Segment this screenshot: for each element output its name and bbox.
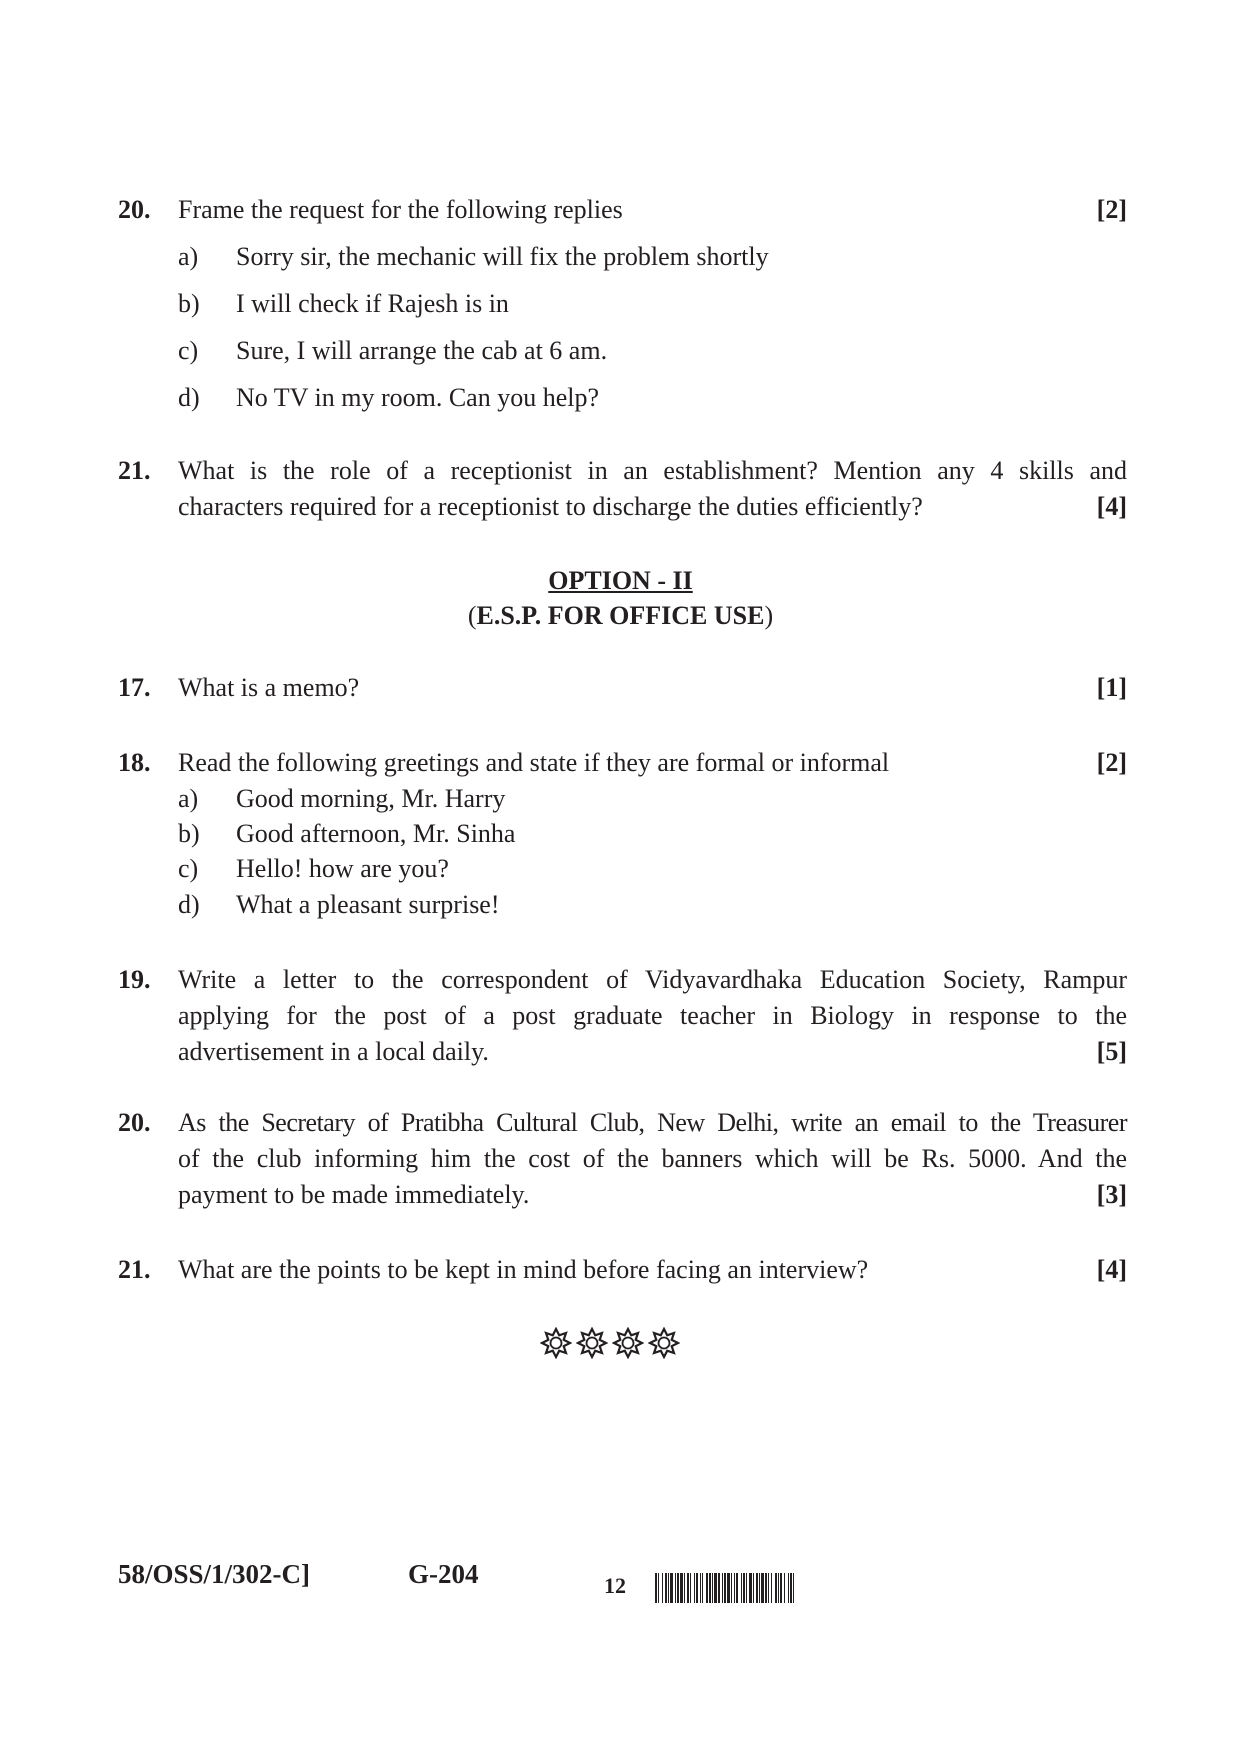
q18-marks: [2]	[1096, 748, 1127, 777]
q18-text: Read the following greetings and state if they are formal or informal	[178, 748, 890, 777]
subtitle-paren-open: (	[467, 601, 477, 630]
q21b-marks: [4]	[1096, 1255, 1127, 1284]
q20-text: Frame the request for the following replies	[178, 195, 623, 224]
q21-line: characters required for a receptionist to discharge the duties efficiently?	[178, 492, 923, 521]
q17-marks: [1]	[1096, 673, 1127, 702]
q20b-line: As the Secretary of Pratibha Cultural Club, New Delhi, write an email to the Treasurer	[178, 1108, 1127, 1137]
q20-option-text: I will check if Rajesh is in	[236, 289, 509, 318]
barcode-stripe	[794, 1573, 796, 1603]
q20-option-letter: b)	[178, 289, 200, 318]
option-subheading	[0, 603, 1241, 629]
q20-option-letter: a)	[178, 242, 199, 271]
star-icon	[612, 1327, 644, 1359]
paper-code: 58/OSS/1/302-C]	[118, 1559, 311, 1589]
q20b-number: 20.	[118, 1108, 151, 1137]
q21b-number: 21.	[118, 1255, 151, 1284]
q17-number: 17.	[118, 673, 151, 702]
q20-option-letter: c)	[178, 336, 199, 365]
q20-option-text: Sorry sir, the mechanic will fix the problem shortly	[236, 242, 769, 271]
star-icon	[540, 1327, 572, 1359]
q18-option-text: Good morning, Mr. Harry	[236, 784, 506, 813]
end-of-paper-ornament	[540, 1327, 680, 1359]
q18-option-letter: a)	[178, 784, 199, 813]
q20-option-text: No TV in my room. Can you help?	[236, 383, 600, 412]
q18-option-text: What a pleasant surprise!	[236, 890, 500, 919]
page-number: 12	[604, 1573, 626, 1598]
q19-line: applying for the post of a post graduate teacher in Biology in response to the	[178, 1001, 1127, 1030]
q19-marks: [5]	[1096, 1037, 1127, 1066]
q18-option-text: Hello! how are you?	[236, 854, 449, 883]
series-code: G-204	[408, 1559, 479, 1589]
q21-line: What is the role of a receptionist in an establishment? Mention any 4 skills and	[178, 456, 1127, 485]
star-icon	[648, 1327, 680, 1359]
q18-option-text: Good afternoon, Mr. Sinha	[236, 819, 516, 848]
q20-option-text: Sure, I will arrange the cab at 6 am.	[236, 336, 608, 365]
q19-number: 19.	[118, 965, 151, 994]
q20b-marks: [3]	[1096, 1180, 1127, 1209]
option-heading	[0, 568, 1241, 594]
q17-text: What is a memo?	[178, 673, 360, 702]
q21-marks: [4]	[1096, 492, 1127, 521]
q20-marks: [2]	[1096, 195, 1127, 224]
subtitle-paren-close: )	[764, 601, 774, 630]
barcode	[655, 1573, 998, 1603]
q19-line: Write a letter to the correspondent of Vidyavardhaka Education Society, Rampur	[178, 965, 1127, 994]
q21-number: 21.	[118, 456, 151, 485]
q19-line: advertisement in a local daily.	[178, 1037, 489, 1066]
q18-option-letter: b)	[178, 819, 200, 848]
q20-option-letter: d)	[178, 383, 200, 412]
q18-number: 18.	[118, 748, 151, 777]
q20-number: 20.	[118, 195, 151, 224]
q21b-text: What are the points to be kept in mind before facing an interview?	[178, 1255, 869, 1284]
q20b-line: payment to be made immediately.	[178, 1180, 530, 1209]
q18-option-letter: d)	[178, 890, 200, 919]
q20b-line: of the club informing him the cost of the banners which will be Rs. 5000. And the	[178, 1144, 1127, 1173]
star-icon	[576, 1327, 608, 1359]
option-title: OPTION - II	[548, 566, 693, 595]
q18-option-letter: c)	[178, 854, 199, 883]
option-subtitle: E.S.P. FOR OFFICE USE	[476, 601, 765, 630]
